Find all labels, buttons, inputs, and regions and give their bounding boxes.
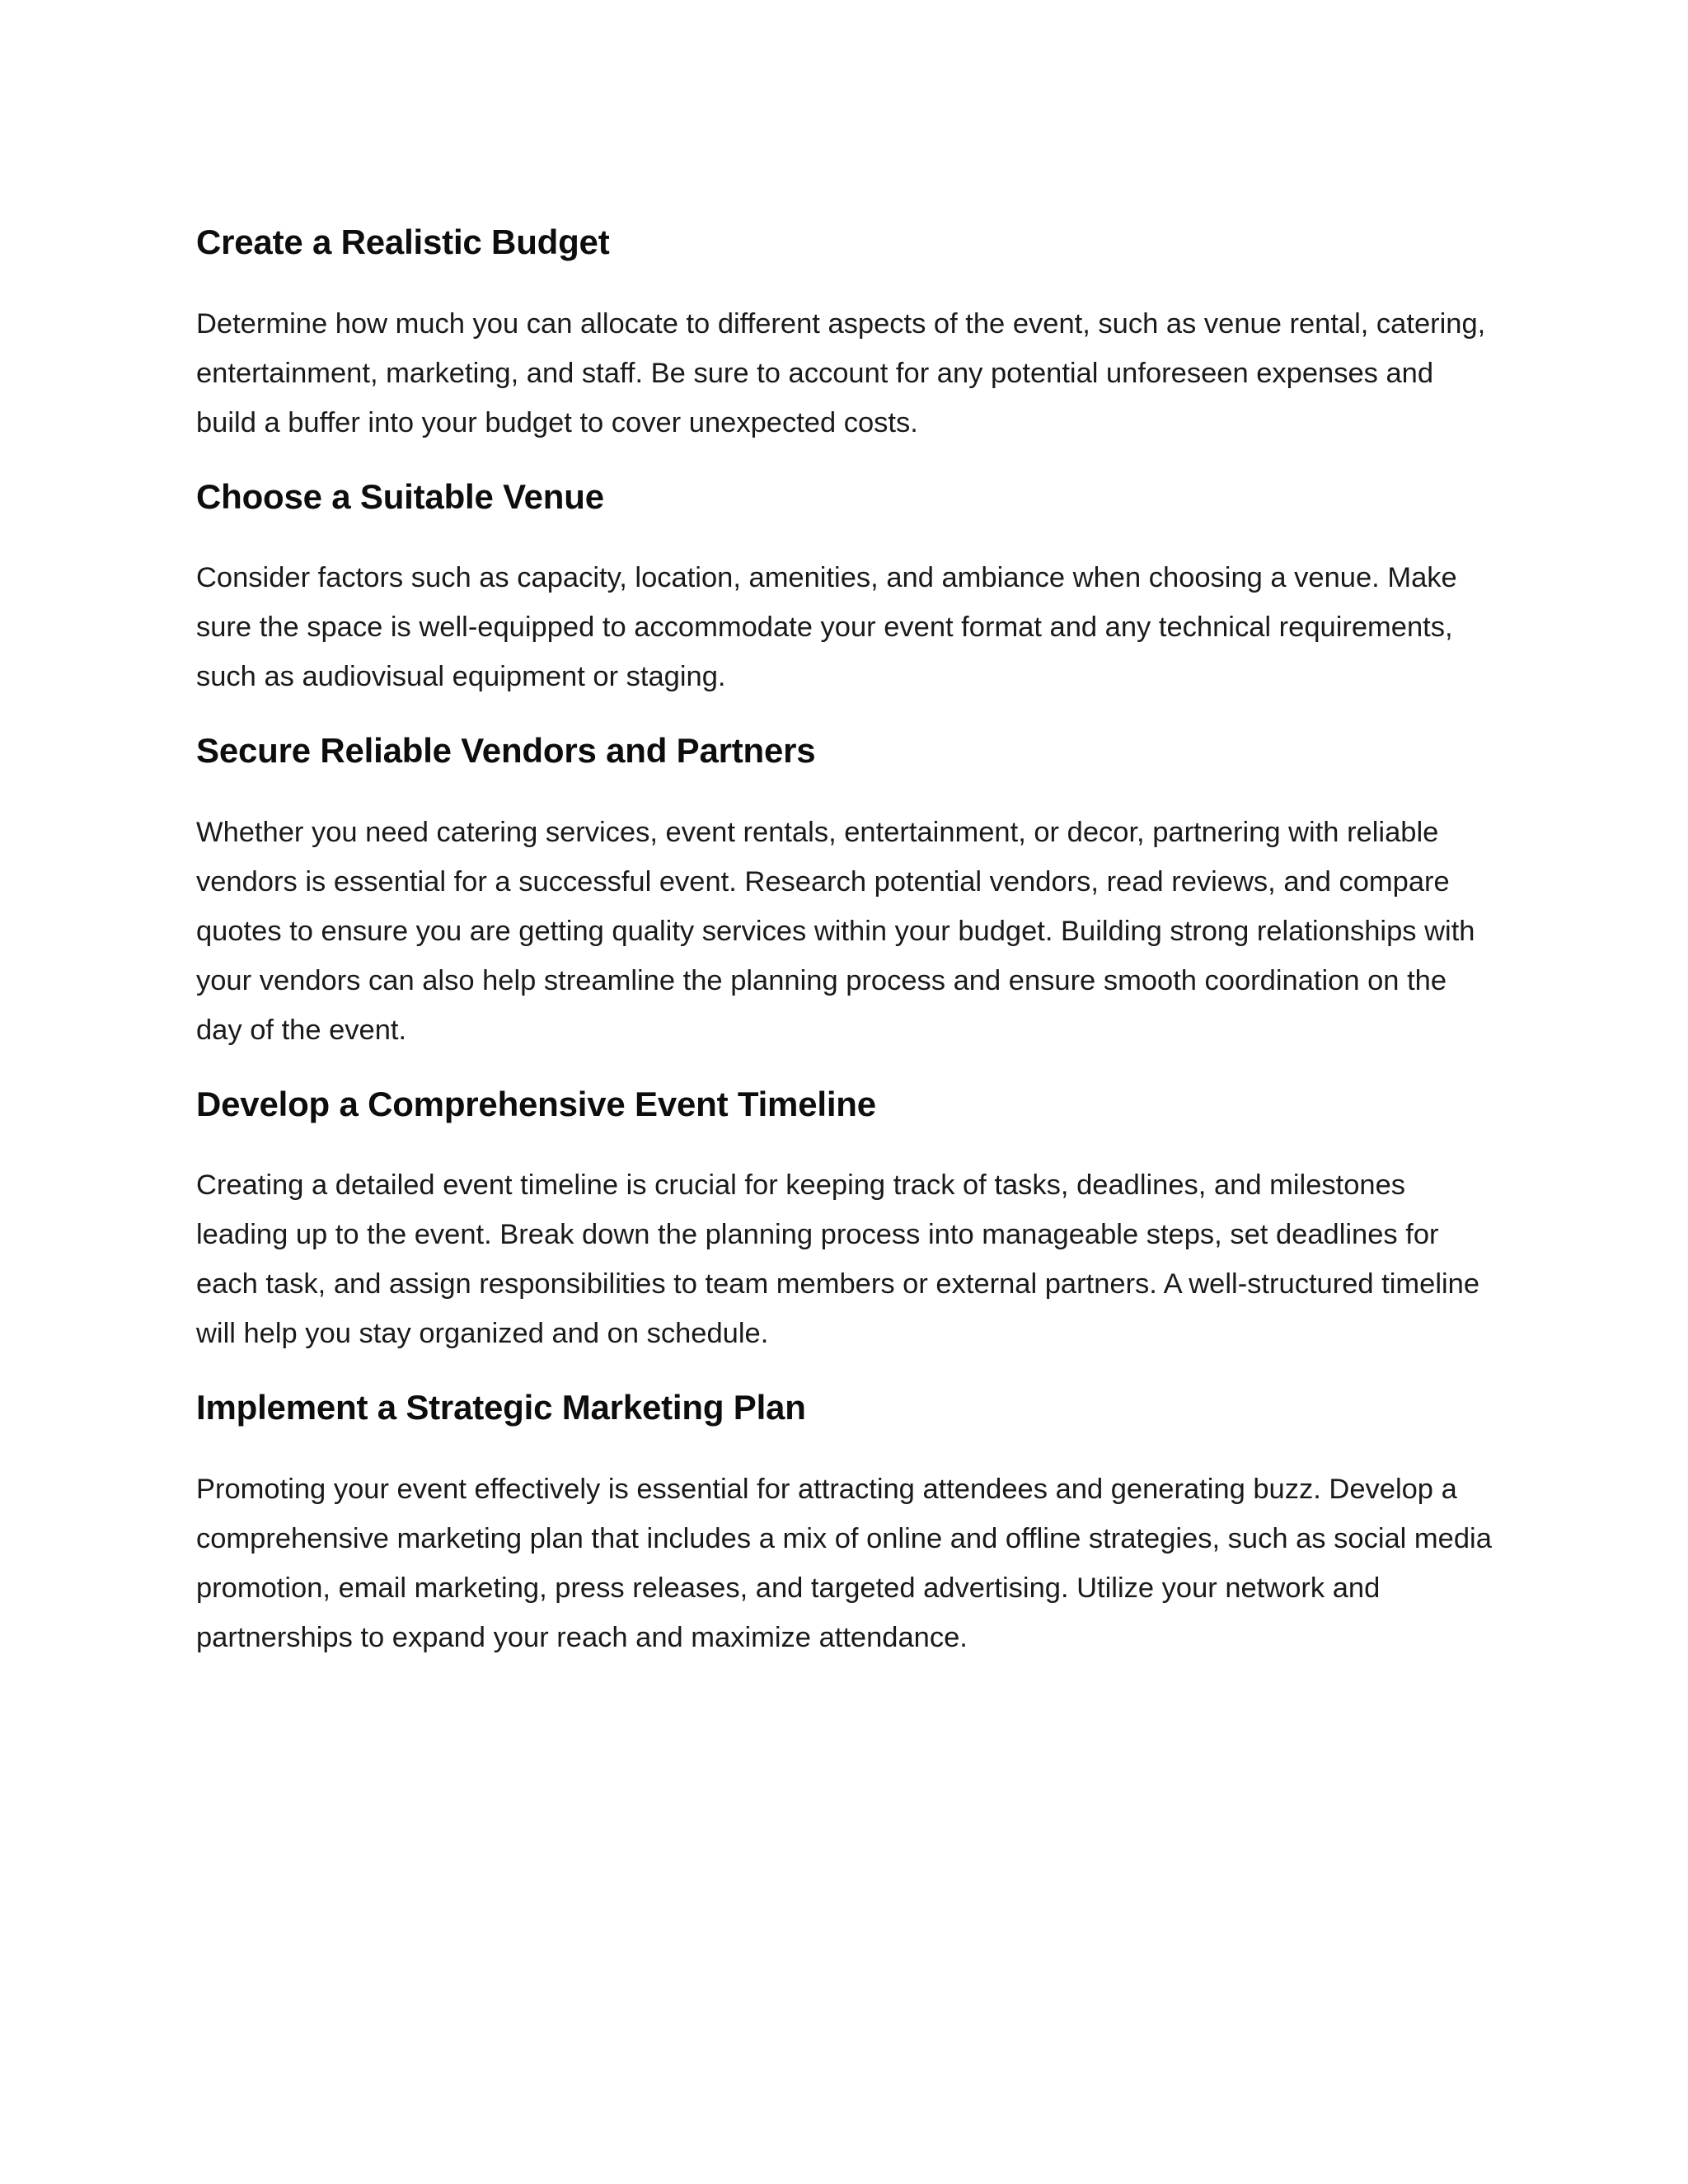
section-marketing [196,1386,1498,1662]
section-title: Implement a Strategic Marketing Plan [196,1388,806,1427]
section-venue [196,476,1498,702]
section-vendors [196,729,1498,1055]
section-title: Create a Realistic Budget [196,223,610,261]
section-paragraph: Whether you need catering services, event rentals, entertainment, or decor, partnering with reliable vendors is essential for a successful event. Research potential vendors, read reviews, and compare quotes to ensure you are getting quality services within your budget. Building strong relationships with your vendors can also help streamline the planning process and ensure smooth coordination on the day of the event. [196,816,1475,1046]
section-title: Choose a Suitable Venue [196,476,604,516]
section-paragraph: Consider factors such as capacity, location, amenities, and ambiance when choosing a venue. Make sure the space is well-equipped to accommodate your event format and any technical requirements, such as audiovisual equipment or staging. [196,562,1457,692]
section-paragraph: Creating a detailed event timeline is crucial for keeping track of tasks, deadlines, and milestones leading up to the event. Break down the planning process into manageable steps, set deadlines for each task, and assign responsibilities to team members or external partners. A well-structured timeline will help you stay organized and on schedule. [196,1169,1480,1349]
section-paragraph: Determine how much you can allocate to different aspects of the event, such as venue rental, catering, entertainment, marketing, and staff. Be sure to account for any potential unforeseen expenses and build a buffer into your budget to cover unexpected costs. [196,307,1486,438]
section-title: Develop a Comprehensive Event Timeline [196,1084,876,1123]
section-title: Secure Reliable Vendors and Partners [196,731,816,770]
section-paragraph: Promoting your event effectively is essential for attracting attendees and generating buzz. Develop a comprehensive marketing plan that includes a mix of online and offline strategies, such as social media promotion, email marketing, press releases, and targeted advertising. Utilize your network and partnerships to expand your reach and maximize attendance. [196,1473,1492,1653]
section-budget [196,221,1498,448]
document-content [196,221,1498,1662]
section-timeline [196,1083,1498,1359]
